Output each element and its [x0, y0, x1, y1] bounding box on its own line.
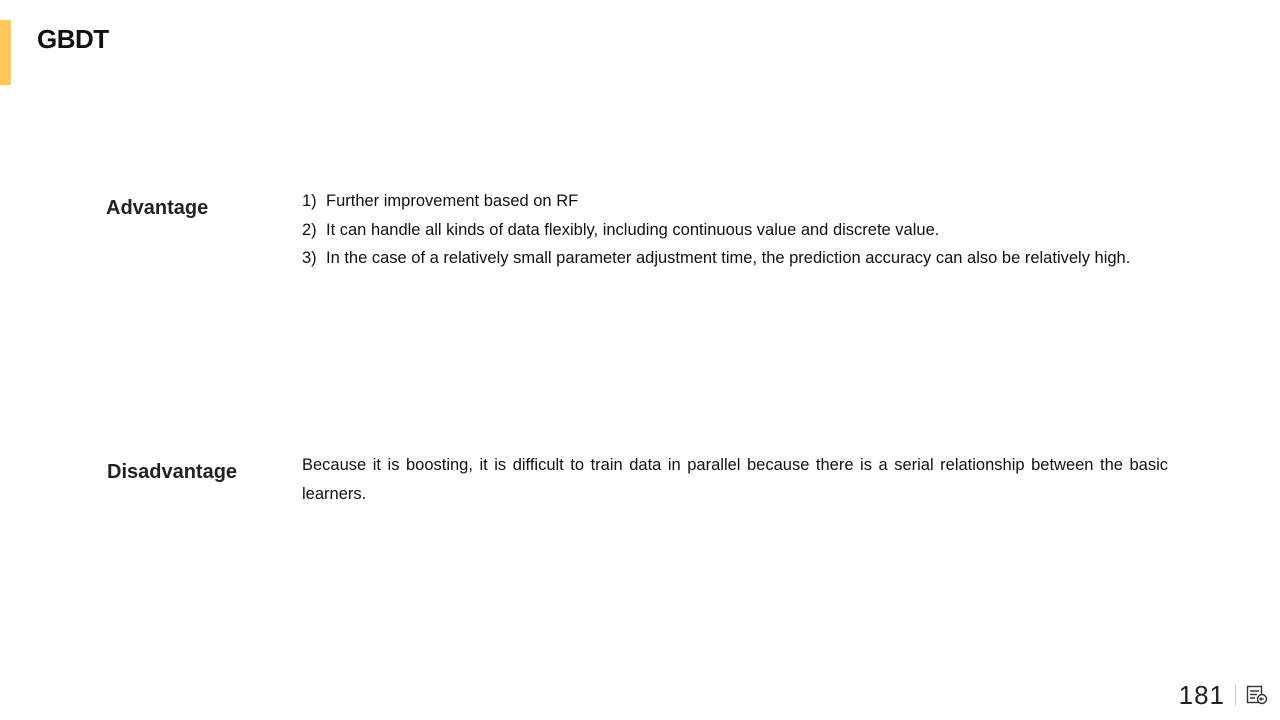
list-item [302, 244, 1202, 273]
page-number: 181 [1178, 679, 1225, 710]
list-item [302, 187, 1202, 216]
title-accent-bar [0, 20, 11, 85]
list-item [302, 216, 1202, 245]
list-item-text: Further improvement based on RF [326, 192, 579, 210]
slide-footer [1179, 680, 1268, 710]
disadvantage-text: Because it is boosting, it is difficult to train data in parallel because there is a serial relationship between the basic learners. [302, 456, 1168, 503]
disadvantage-heading: Disadvantage [107, 461, 238, 483]
list-item-text: In the case of a relatively small parameter adjustment time, the prediction accuracy can also be relatively high. [326, 249, 1131, 267]
list-item-number: 3) [302, 249, 317, 267]
document-icon[interactable] [1246, 685, 1268, 705]
list-item-text: It can handle all kinds of data flexibly, including continuous value and discrete value. [326, 220, 940, 239]
advantage-list [302, 187, 1202, 273]
footer-divider [1235, 684, 1236, 706]
list-item-number: 1) [302, 192, 317, 210]
advantage-heading: Advantage [106, 197, 209, 219]
list-item-number: 2) [302, 220, 317, 239]
page-title: GBDT [37, 24, 109, 54]
